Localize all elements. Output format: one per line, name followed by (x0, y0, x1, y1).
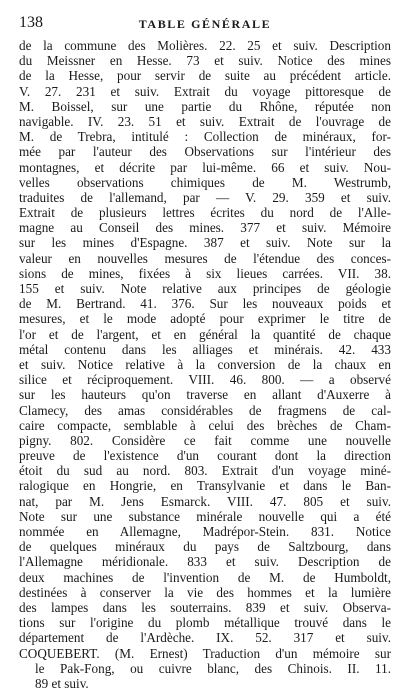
text-line: des lampes dans les souterrains. 839 et suiv. Observa- (19, 599, 391, 615)
text-line: 155 et suiv. Note relative aux principes de géologie (19, 281, 391, 296)
text-line: mée par l'auteur des Observations sur l'intérieur des (19, 144, 391, 160)
text-line: magne au Conseil des mines. 377 et suiv. Mémoire (19, 220, 391, 236)
text-line: traduites de l'allemand, par — V. 29. 359 et suiv. (19, 189, 391, 205)
text-line: sur les mines d'Espagne. 387 et suiv. Note sur la (19, 235, 391, 251)
text-line: de M. Bertrand. 41. 376. Sur les nouveaux poids et (19, 296, 391, 312)
text-line: destinées à conserver la vie des hommes et la lumière (19, 584, 391, 600)
text-line: sions de mines, fixées à six lieues carrées. VII. 38. (19, 265, 391, 281)
text-line: l'or et de l'argent, et en général la quantité de chaque (19, 326, 391, 342)
text-line: sur les hauteurs qu'on traverse en allant d'Auxerre à (19, 387, 391, 403)
running-title: TABLE GÉNÉRALE (138, 17, 272, 31)
text-line: caire compacte, semblable à celui des brèches de Cham- (19, 417, 391, 433)
text-line: nommée en Allemagne, Madrépor-Stein. 831. Notice (19, 524, 391, 539)
text-line: Note sur une substance minérale nouvelle qui a été (19, 508, 391, 524)
text-line: valeur en nouvelles mesures de l'étendue des conces- (19, 250, 391, 266)
text-line: nat, par M. Jens Esmarck. VIII. 47. 805 et suiv. (19, 493, 391, 509)
text-line: M. Boissel, sur une partie du Rhône, réputée non (19, 98, 391, 114)
text-line: le Pak-Fong, ou cuivre blanc, des Chinois. II. 11. (35, 660, 391, 676)
text-line: V. 27. 231 et suiv. Extrait du voyage pittoresque de (19, 83, 391, 99)
text-line: silice et réciproquement. VIII. 46. 800. — a observé (19, 372, 391, 388)
text-line: étoit du sud au nord. 803. Extrait d'un voyage miné- (19, 463, 391, 479)
page-header (19, 14, 391, 34)
text-line: velles observations chimiques de M. Westrumb, (19, 174, 391, 190)
text-line: navigable. IV. 23. 51 et suiv. Extrait de l'ouvrage de (19, 113, 391, 129)
text-line: département de l'Ardèche. IX. 52. 317 et suiv. (19, 630, 391, 646)
text-line: Extrait de plusieurs lettres écrites du nord de l'Alle- (19, 205, 391, 221)
text-line: métal contenu dans les alliages et minérais. 42. 433 (19, 341, 391, 357)
text-line: mesures, et le mode adopté pour exprimer le titre de (19, 311, 391, 327)
text-line: COQUEBERT. (M. Ernest) Traduction d'un mémoire sur (19, 645, 391, 661)
index-entries (19, 38, 391, 691)
text-line: tions sur l'origine du plomb métallique trouvé dans le (19, 615, 391, 631)
text-line: pigny. 802. Considère ce fait comme une nouvelle (19, 432, 391, 448)
text-line: Clamecy, des amas considérables de fragmens de cal- (19, 402, 391, 418)
text-line: l'Allemagne méridionale. 833 et suiv. Description de (19, 554, 391, 570)
text-line: ralogique en Hongrie, en Transylvanie et dans le Ban- (19, 478, 391, 494)
text-line: et suiv. Notice relative à la conversion de la chaux en (19, 356, 391, 372)
text-line: M. de Trebra, intitulé : Collection de minéraux, for- (19, 129, 391, 145)
text-line: du Meissner en Hesse. 73 et suiv. Notice des mines (19, 53, 391, 69)
text-line: de quelques minéraux du pays de Saltzbourg, dans (19, 539, 391, 555)
text-line: montagnes, et décrite par lui-même. 66 et suiv. Nou- (19, 159, 391, 175)
text-line: de la Hesse, pour servir de suite au précédent article. (19, 68, 391, 84)
text-line: deux machines de l'invention de M. de Humboldt, (19, 569, 391, 585)
text-line: de la commune des Molières. 22. 25 et suiv. Description (19, 38, 391, 53)
text-line: preuve de l'existence d'un courant dont la direction (19, 448, 391, 464)
page-number: 138 (19, 14, 43, 31)
text-line: 89 et suiv. (35, 675, 89, 691)
